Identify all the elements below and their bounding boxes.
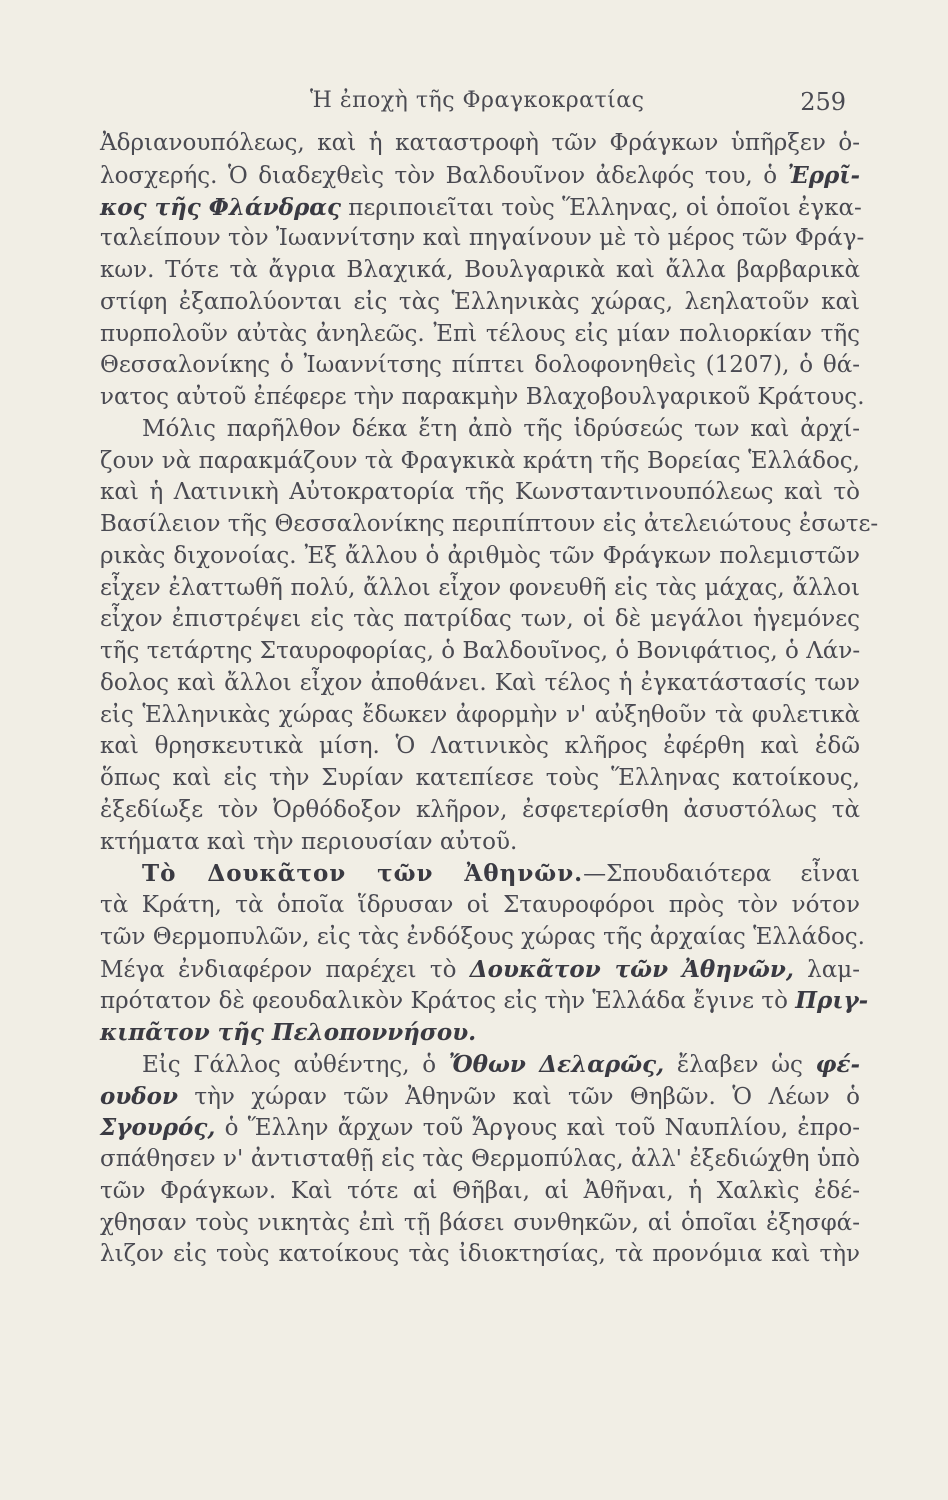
text-run: σπάθησεν ν' ἀντισταθῇ εἰς τὰς Θερμοπύλας, ἀλλ' ἐξεδιώχθη ὑπὸ: [100, 1146, 860, 1172]
text-run: ζουν νὰ παρακμάζουν τὰ Φραγκικὰ κράτη τῆς Βορείας Ἑλλάδος,: [100, 447, 860, 474]
text-line: [100, 446, 860, 478]
text-run: ταλείπουν τὸν Ἰωαννίτσην καὶ πηγαίνουν μὲ τὸ μέρος τῶν Φράγ-: [100, 225, 865, 252]
text-run: καὶ ἡ Λατινικὴ Αὐτοκρατορία τῆς Κωνσταντινουπόλεως καὶ τὸ: [100, 479, 860, 506]
text-run: Εἰς Γάλλος αὐθέντης, ὁ: [142, 1051, 449, 1078]
text-run: κων. Τότε τὰ ἄγρια Βλαχικά, Βουλγαρικὰ καὶ ἄλλα βαρβαρικὰ: [100, 257, 860, 283]
emphasis-text: φέ-: [815, 1050, 860, 1078]
text-run: ἔλαβεν ὡς: [664, 1051, 816, 1078]
text-run: στίφη ἐξαπολύονται εἰς τὰς Ἑλληνικὰς χώρας, λεηλατοῦν καὶ: [100, 288, 860, 315]
text-line: [100, 858, 860, 890]
text-run: ἐξεδίωξε τὸν Ὀρθόδοξον κλῆρον, ἐσφετερίσθη ἀσυστόλως τὰ: [100, 796, 860, 823]
text-run: Βασίλειον τῆς Θεσσαλονίκης περιπίπτουν εἰς ἀτελειώτους ἐσωτε-: [100, 511, 879, 537]
emphasis-text: Σγουρός,: [100, 1114, 216, 1142]
text-line: [100, 954, 860, 986]
text-line: [100, 795, 860, 827]
text-line: [100, 509, 879, 541]
text-run: —Σπουδαιότερα εἶναι: [583, 861, 860, 888]
text-line: [100, 477, 860, 509]
text-run: κτήματα καὶ τὴν περιουσίαν αὐτοῦ.: [100, 828, 518, 855]
text-run: εἶχεν ἐλαττωθῆ πολύ, ἄλλοι εἶχον φονευθῆ εἰς τὰς μάχας, ἄλλοι: [100, 574, 860, 601]
text-run: χθησαν τοὺς νικητὰς ἐπὶ τῇ βάσει συνθηκῶν, αἱ ὁποῖαι ἐξησφά-: [100, 1209, 860, 1236]
text-line: [100, 255, 860, 287]
text-line: [100, 763, 860, 795]
text-run: λαμ-: [793, 956, 861, 983]
text-line: [100, 573, 860, 605]
text-run: εἶχον ἐπιστρέψει εἰς τὰς πατρίδας των, οἱ δὲ μεγάλοι ἡγεμόνες: [100, 606, 860, 633]
text-run: Ἀδριανουπόλεως, καὶ ἡ καταστροφὴ τῶν Φράγκων ὑπῆρξεν ὁ-: [100, 130, 860, 156]
text-line: [100, 922, 865, 954]
running-title: Ἡ ἐποχὴ τῆς Φραγκοκρατίας: [310, 88, 645, 113]
text-line: [100, 192, 860, 224]
text-line: [100, 160, 860, 192]
emphasis-text: κος τῆς Φλάνδρας: [100, 193, 341, 221]
text-run: λιζον εἰς τοὺς κατοίκους τὰς ἰδιοκτησίας, τὰ προνόμια καὶ τὴν: [100, 1241, 860, 1268]
text-line: [100, 1112, 860, 1144]
text-line: [100, 287, 860, 319]
text-line: [100, 1176, 860, 1208]
text-run: ὁ Ἕλλην ἄρχων τοῦ Ἄργους καὶ τοῦ Ναυπλίου, ἐπρο-: [215, 1115, 860, 1142]
text-line: [100, 1239, 860, 1271]
text-line: [100, 668, 860, 700]
emphasis-text: ουδον: [100, 1082, 178, 1110]
emphasis-text: Δουκᾶτον τῶν Ἀθηνῶν,: [469, 955, 794, 983]
text-run: καὶ θρησκευτικὰ μίση. Ὁ Λατινικὸς κλῆρος ἐφέρθη καὶ ἐδῶ: [100, 733, 860, 760]
text-line: [100, 541, 860, 573]
text-run: εἰς Ἑλληνικὰς χώρας ἔδωκεν ἀφορμὴν ν' αὐξηθοῦν τὰ φυλετικὰ: [100, 701, 860, 728]
text-run: τῆς τετάρτης Σταυροφορίας, ὁ Βαλδουῖνος, ὁ Βονιφάτιος, ὁ Λάν-: [100, 638, 861, 664]
text-run: πυρπολοῦν αὐτὰς ἀνηλεῶς. Ἐπὶ τέλους εἰς μίαν πολιορκίαν τῆς: [100, 320, 860, 347]
text-run: τὰ Κράτη, τὰ ὁποῖα ἵδρυσαν οἱ Σταυροφόροι πρὸς τὸν νότον: [100, 892, 860, 918]
text-line: [100, 128, 860, 160]
text-line: [100, 827, 860, 859]
text-line: [100, 1017, 860, 1049]
body-text: [100, 128, 879, 1271]
text-line: [100, 604, 860, 636]
text-run: τῶν Φράγκων. Καὶ τότε αἱ Θῆβαι, αἱ Ἀθῆναι, ἡ Χαλκὶς ἐδέ-: [100, 1177, 860, 1204]
text-run: ρικὰς διχονοίας. Ἐξ ἄλλου ὁ ἀριθμὸς τῶν Φράγκων πολεμιστῶν: [100, 542, 860, 569]
text-run: ὅπως καὶ εἰς τὴν Συρίαν κατεπίεσε τοὺς Ἕλληνας κατοίκους,: [100, 765, 860, 791]
text-run: δολος καὶ ἄλλοι εἶχον ἀποθάνει. Καὶ τέλος ἡ ἐγκατάστασίς των: [100, 669, 860, 696]
text-line: [100, 223, 865, 255]
section-heading: Τὸ Δουκᾶτον τῶν Ἀθηνῶν.: [142, 860, 584, 888]
text-line: [100, 1208, 860, 1240]
emphasis-text: κιπᾶτον τῆς Πελοποννήσου.: [100, 1019, 477, 1046]
text-run: λοσχερής. Ὁ διαδεχθεὶς τὸν Βαλδουῖνον ἀδελφός του, ὁ: [100, 162, 788, 189]
emphasis-text: Ὄθων Δελαρῶς,: [448, 1050, 665, 1078]
text-line: [100, 731, 860, 763]
text-line: [100, 382, 865, 414]
page-number: 259: [800, 88, 846, 116]
text-run: περιποιεῖται τοὺς Ἕλληνας, οἱ ὁποῖοι ἐγκα-: [340, 194, 862, 221]
text-line: [100, 890, 860, 922]
text-run: νατος αὐτοῦ ἐπέφερε τὴν παρακμὴν Βλαχοβουλγαρικοῦ Κράτους.: [100, 384, 865, 410]
text-line: [100, 1081, 860, 1113]
text-line: [100, 700, 860, 732]
text-line: [100, 414, 860, 446]
running-header: [100, 88, 860, 128]
text-line: [100, 636, 860, 668]
text-line: [100, 319, 860, 351]
text-run: τὴν χώραν τῶν Ἀθηνῶν καὶ τῶν Θηβῶν. Ὁ Λέων ὁ: [177, 1083, 860, 1110]
text-line: [100, 985, 869, 1017]
text-line: [100, 1049, 860, 1081]
text-line: [100, 1144, 860, 1176]
text-run: Μέγα ἐνδιαφέρον παρέχει τὸ: [100, 956, 470, 983]
emphasis-text: Ἐρρῖ-: [787, 161, 860, 189]
text-run: τῶν Θερμοπυλῶν, εἰς τὰς ἐνδόξους χώρας τῆς ἀρχαίας Ἑλλάδος.: [100, 923, 865, 950]
text-run: Θεσσαλονίκης ὁ Ἰωαννίτσης πίπτει δολοφονηθεὶς (1207), ὁ θά-: [100, 352, 860, 379]
text-run: Μόλις παρῆλθον δέκα ἔτη ἀπὸ τῆς ἱδρύσεώς των καὶ ἀρχί-: [142, 415, 860, 442]
text-line: [100, 350, 860, 382]
emphasis-text: Πριγ-: [795, 987, 869, 1015]
text-run: πρότατον δὲ φεουδαλικὸν Κράτος εἰς τὴν Ἑλλάδα ἔγινε τὸ: [100, 988, 796, 1015]
